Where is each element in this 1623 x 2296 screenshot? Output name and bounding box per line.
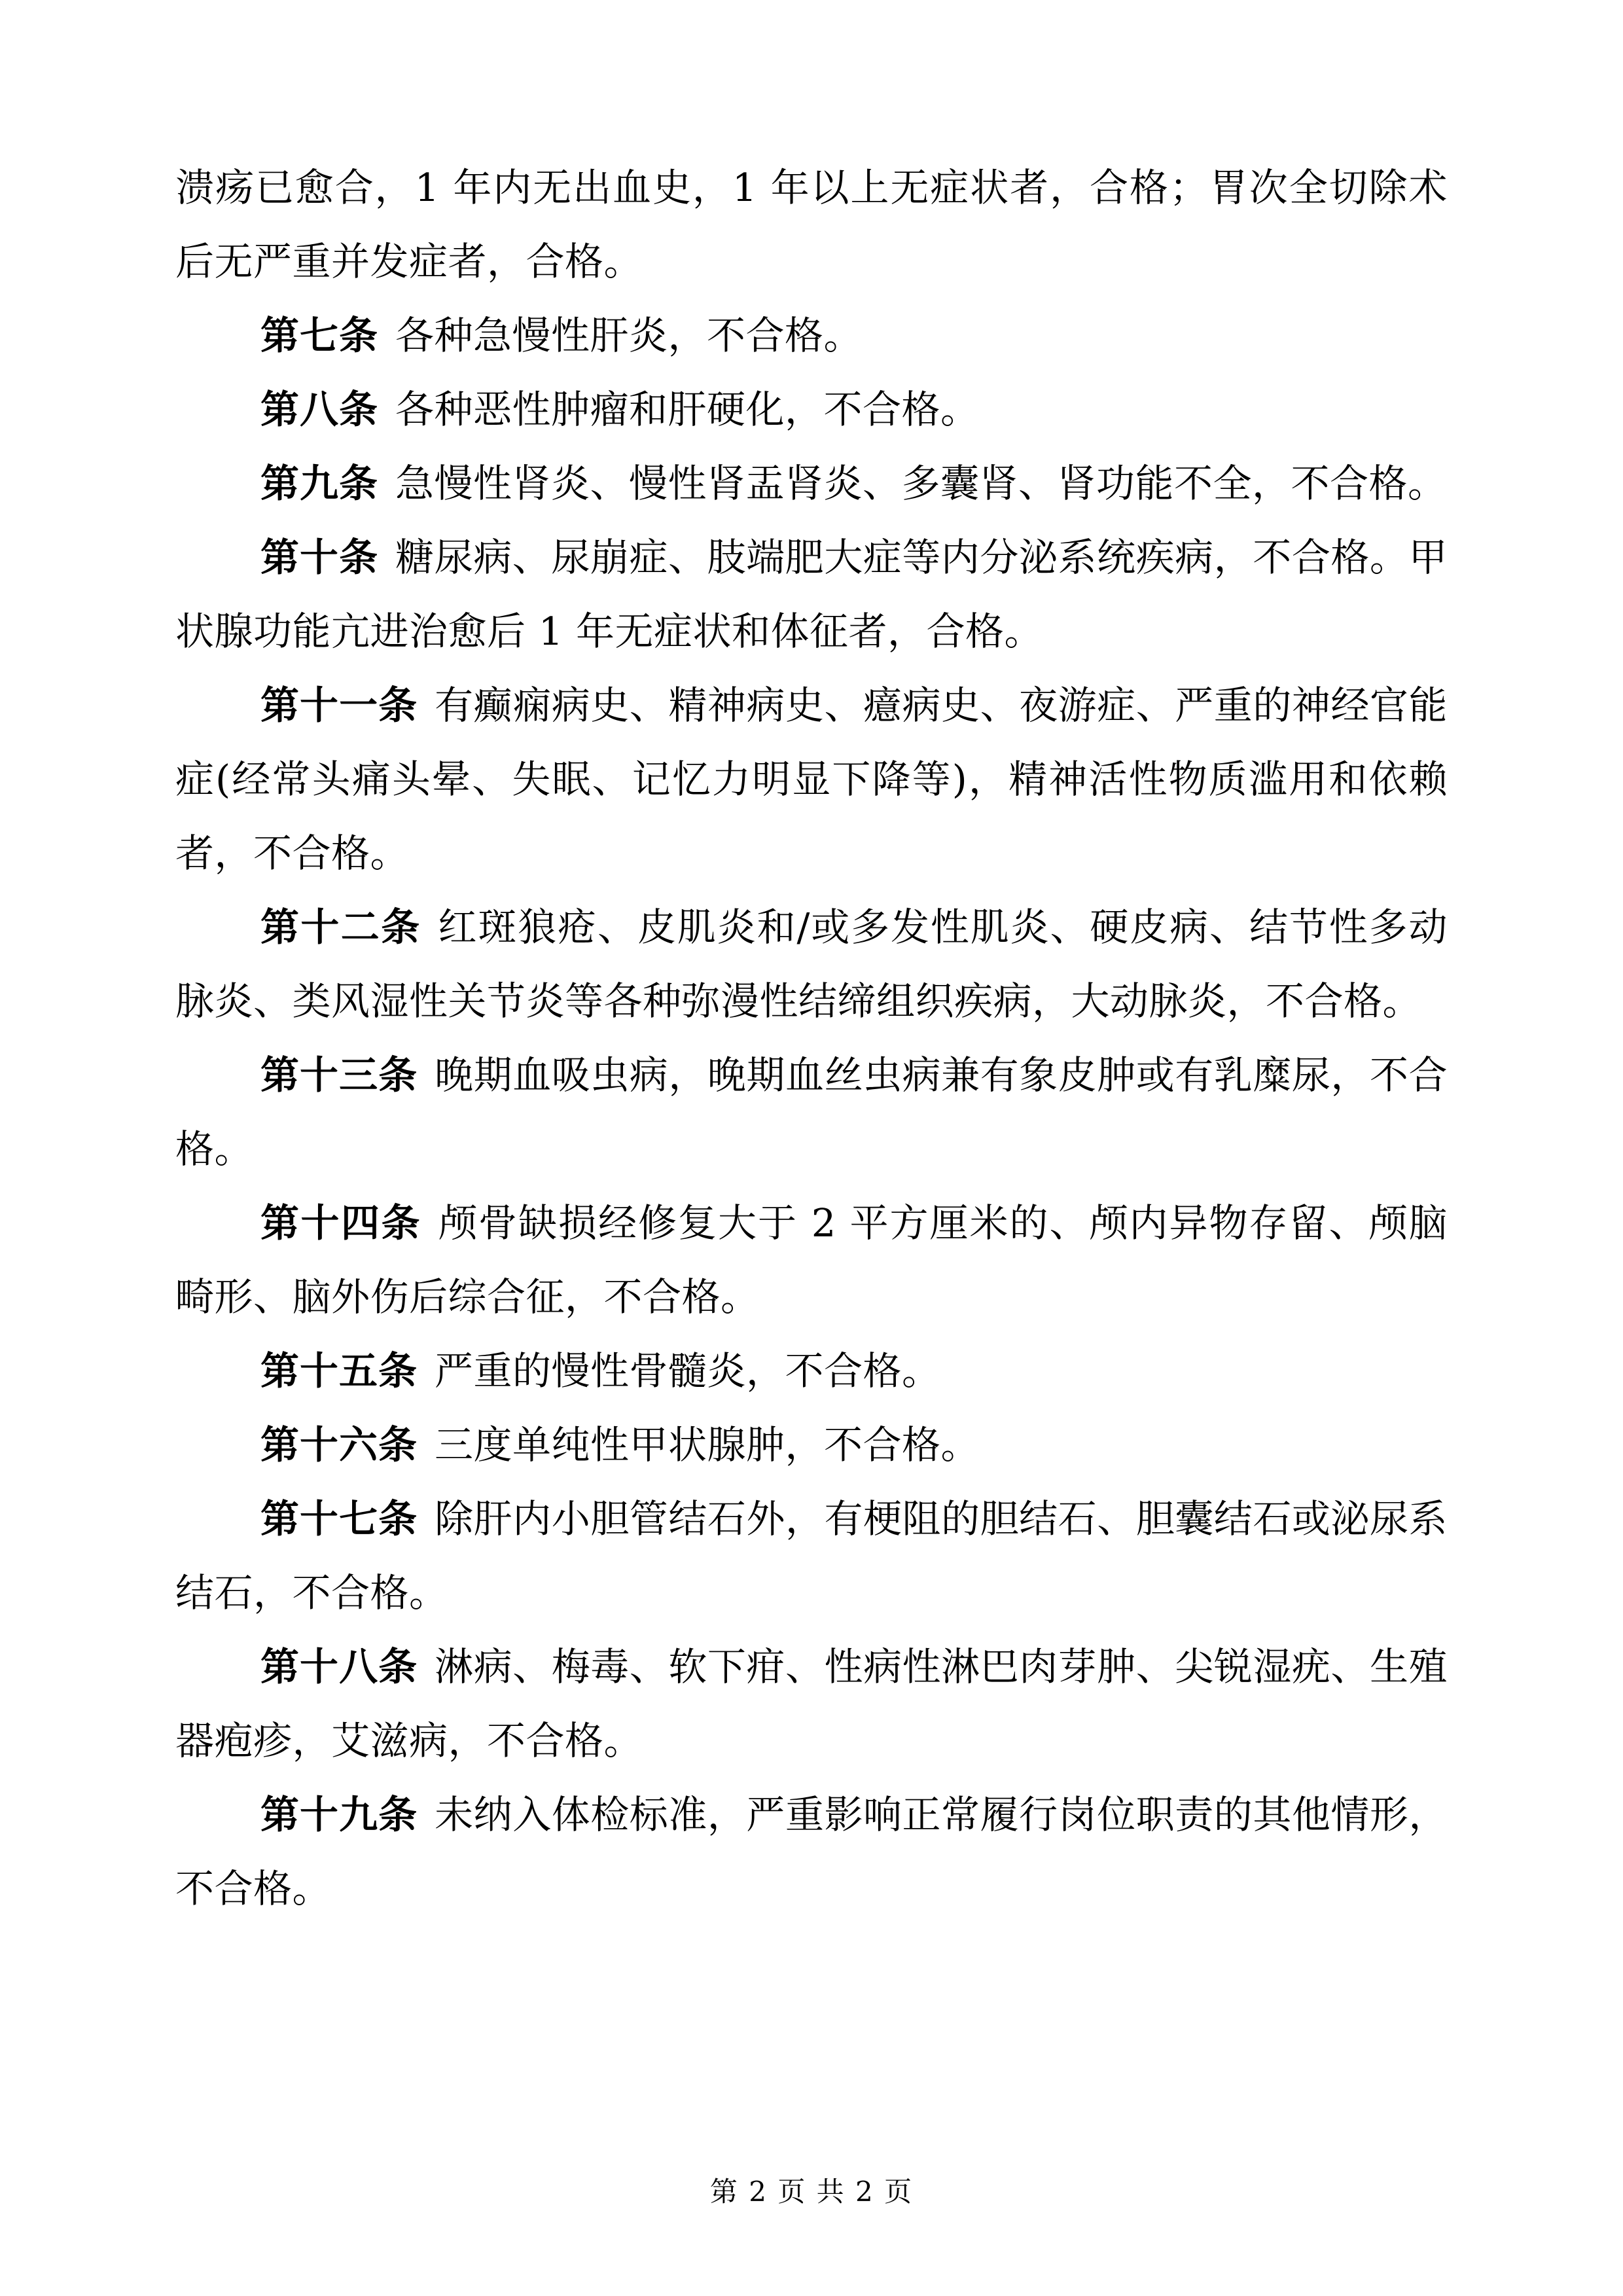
- article-paragraph: [175, 1334, 1448, 1408]
- article-text: 未纳入体检标准，严重影响正常履行岗位职责的其他情形，不合格。: [175, 1792, 1448, 1911]
- article-paragraph: [175, 668, 1448, 890]
- article-number: 第十五条: [260, 1348, 418, 1393]
- article-paragraph: [175, 372, 1448, 446]
- article-text: 三度单纯性甲状腺肿，不合格。: [435, 1422, 980, 1467]
- article-paragraph: [175, 1038, 1448, 1186]
- article-number: 第十条: [260, 535, 379, 580]
- article-number: 第十八条: [260, 1644, 418, 1689]
- article-number: 第十九条: [260, 1792, 418, 1837]
- article-paragraph: [175, 298, 1448, 372]
- article-number: 第七条: [260, 313, 379, 358]
- article-text: 严重的慢性骨髓炎，不合格。: [435, 1348, 941, 1393]
- article-paragraph: [175, 1186, 1448, 1334]
- article-number: 第十二条: [260, 905, 421, 950]
- article-text: 各种恶性肿瘤和肝硬化，不合格。: [395, 387, 980, 432]
- article-text: 红斑狼疮、皮肌炎和/或多发性肌炎、硬皮病、结节性多动脉炎、类风湿性关节炎等各种弥漫性结缔组织疾病，大动脉炎，不合格。: [175, 905, 1448, 1024]
- article-text: 各种急慢性肝炎，不合格。: [395, 313, 863, 358]
- document-body: [175, 151, 1448, 1926]
- article-paragraph: [175, 890, 1448, 1038]
- article-number: 第十四条: [260, 1200, 421, 1246]
- article-number: 第八条: [260, 387, 379, 432]
- article-text: 颅骨缺损经修复大于 2 平方厘米的、颅内异物存留、颅脑畸形、脑外伤后综合征，不合格。: [175, 1200, 1448, 1319]
- article-paragraph: [175, 520, 1448, 668]
- article-paragraph: [175, 1408, 1448, 1482]
- page-footer: 第 2 页 共 2 页: [709, 2176, 914, 2208]
- article-text: 急慢性肾炎、慢性肾盂肾炎、多囊肾、肾功能不全，不合格。: [395, 461, 1447, 506]
- article-number: 第十三条: [260, 1052, 418, 1098]
- article-paragraph: [175, 1482, 1448, 1630]
- article-text: 晚期血吸虫病，晚期血丝虫病兼有象皮肿或有乳糜尿，不合格。: [175, 1052, 1448, 1172]
- article-paragraph: [175, 1778, 1448, 1926]
- article-text: 除肝内小胆管结石外，有梗阻的胆结石、胆囊结石或泌尿系结石，不合格。: [175, 1496, 1448, 1615]
- article-number: 第九条: [260, 461, 379, 506]
- article-text: 淋病、梅毒、软下疳、性病性淋巴肉芽肿、尖锐湿疣、生殖器疱疹，艾滋病，不合格。: [175, 1644, 1448, 1763]
- article-number: 第十六条: [260, 1422, 418, 1467]
- article-paragraph: [175, 446, 1448, 520]
- continued-paragraph: 溃疡已愈合，1 年内无出血史，1 年以上无症状者，合格；胃次全切除术后无严重并发症者，合格。: [175, 165, 1448, 284]
- article-number: 第十一条: [260, 683, 418, 728]
- article-text: 糖尿病、尿崩症、肢端肥大症等内分泌系统疾病，不合格。甲状腺功能亢进治愈后 1 年无症状和体征者，合格。: [175, 535, 1448, 654]
- article-text: 有癫痫病史、精神病史、癔病史、夜游症、严重的神经官能症(经常头痛头晕、失眠、记忆力明显下降等)，精神活性物质滥用和依赖者，不合格。: [175, 683, 1448, 876]
- article-paragraph: [175, 1630, 1448, 1778]
- article-number: 第十七条: [260, 1496, 418, 1541]
